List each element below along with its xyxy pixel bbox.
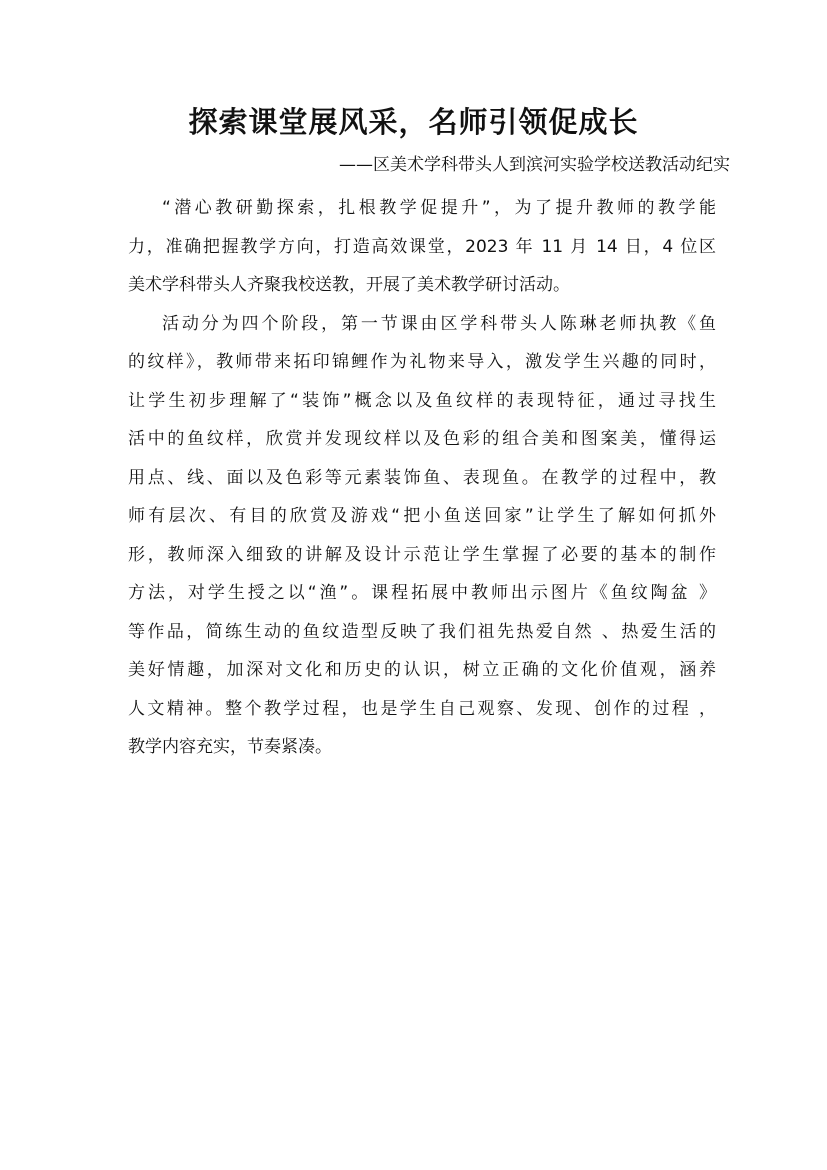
paragraph-1 (128, 189, 716, 305)
document-title: 探索课堂展风采，名师引领促成长 (188, 105, 639, 139)
paragraph-line: 的纹样》，教师带来拓印锦鲤作为礼物来导入，激发学生兴趣的同时， (128, 352, 716, 372)
document-subtitle: ——区美术学科带头人到滨河实验学校送教活动纪实 (339, 155, 730, 175)
paragraph-line: 人文精神。整个教学过程，也是学生自己观察、发现、创作的过程 ， (128, 698, 716, 719)
paragraph-line: 让学生初步理解了“装饰”概念以及鱼纹样的表现特征，通过寻找生 (128, 390, 716, 411)
paragraph-line: 活中的鱼纹样，欣赏并发现纹样以及色彩的组合美和图案美，懂得运 (128, 429, 716, 449)
paragraph-line: 师有层次、有目的欣赏及游戏“把小鱼送回家”让学生了解如何抓外 (128, 506, 716, 526)
paragraph-line: 方法，对学生授之以“渔”。课程拓展中教师出示图片《鱼纹陶盆 》 (128, 583, 716, 603)
paragraph-line: “潜心教研勤探索，扎根教学促提升”，为了提升教师的教学能 (162, 198, 716, 218)
paragraph-line: 教学内容充实，节奏紧凑。 (128, 737, 332, 757)
paragraph-line: 美术学科带头人齐聚我校送教，开展了美术教学研讨活动。 (128, 275, 570, 295)
paragraph-line: 用点、线、面以及色彩等元素装饰鱼、表现鱼。在教学的过程中，教 (128, 467, 716, 488)
paragraph-2 (128, 305, 716, 767)
paragraph-line: 力，准确把握教学方向，打造高效课堂，2023 年 11 月 14 日，4 位区 (128, 236, 716, 257)
paragraph-line: 活动分为四个阶段，第一节课由区学科带头人陈琳老师执教《鱼 (162, 313, 716, 334)
paragraph-line: 形，教师深入细致的讲解及设计示范让学生掌握了必要的基本的制作 (128, 544, 716, 565)
document-body (128, 189, 716, 767)
paragraph-line: 等作品，简练生动的鱼纹造型反映了我们祖先热爱自然 、热爱生活的 (128, 621, 716, 642)
paragraph-line: 美好情趣，加深对文化和历史的认识，树立正确的文化价值观，涵养 (128, 660, 716, 680)
